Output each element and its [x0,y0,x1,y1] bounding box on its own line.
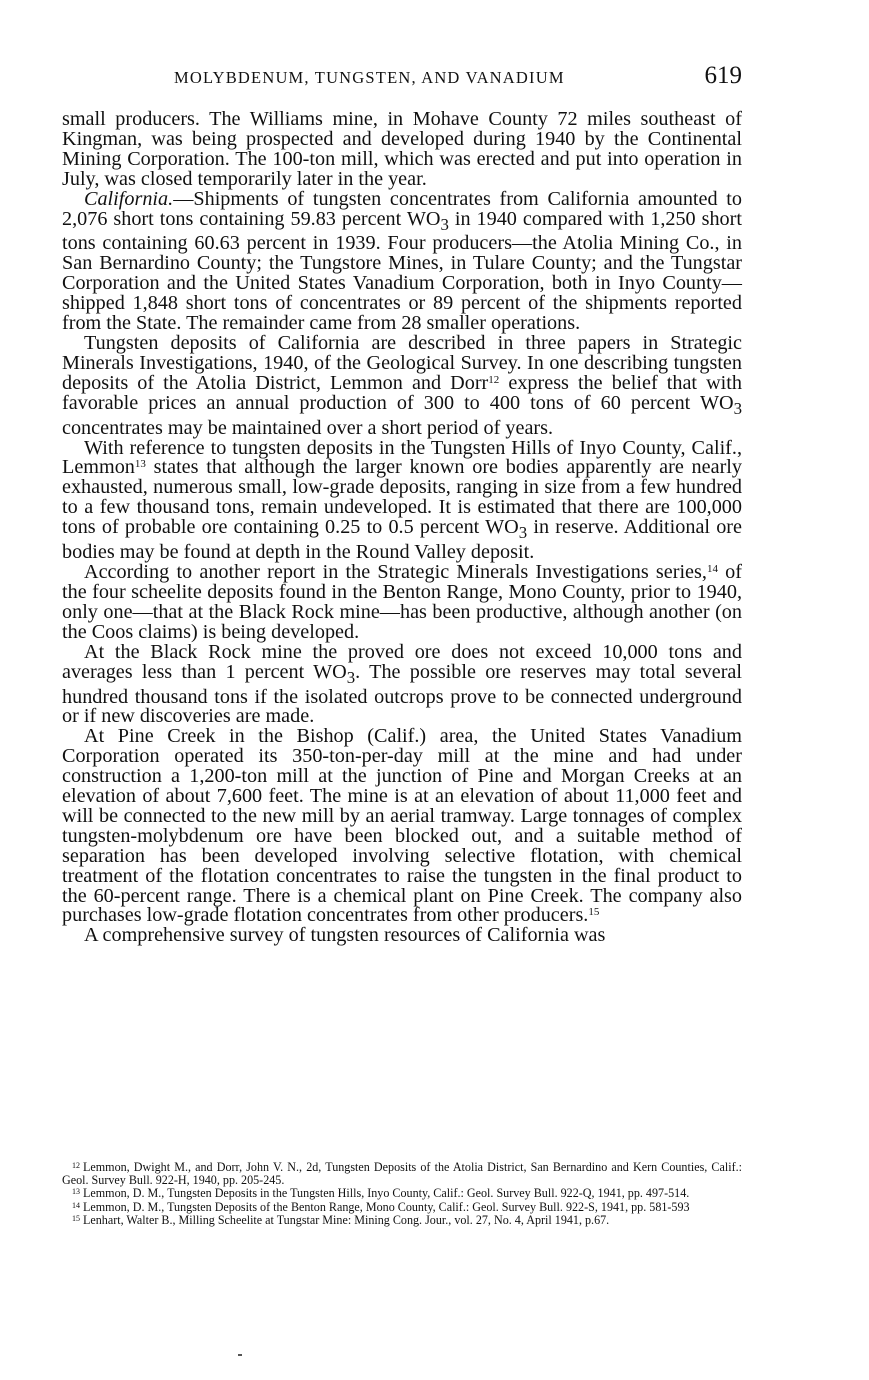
footnote-ref-13[interactable]: 13 [134,458,146,471]
paragraph-tungsten-hills: With reference to tungsten deposits in the Tungsten Hills of Inyo County, Calif., Lemmon$^{13}$ states that although the larger known ore bodies apparently are nearly exhausted, numerous small, low-grade deposits, ranging in size from a few hundred to a few thousand tons, remain undeveloped. It is estimated that there are 100,000 tons of probable ore containing 0.25 to 0.5 percent $WO_3$ in reserve. Additional ore bodies may be found at depth in the Round Valley deposit. [62,436,742,564]
section-run-in-heading: California. [84,187,174,210]
footnote-ref-14[interactable]: 14 [706,563,718,576]
footnote-ref-15[interactable]: 15 [588,906,600,919]
footnote: $^{14}$ Lemmon, D. M., Tungsten Deposits of the Benton Range, Mono County, Calif.: Geol. Survey Bull. 922-S, 1941, pp. 581-593 [72,1199,690,1214]
footnote-ref-12[interactable]: 12 [488,373,500,386]
footnote: $^{13}$ Lemmon, D. M., Tungsten Deposits in the Tungsten Hills, Inyo County, Calif.: Geol. Survey Bull. 922-Q, 1941, pp. 497-514. [72,1186,690,1201]
paragraph-california: California.—Shipments of tungsten concentrates from California amounted to 2,076 short tons containing 59.83 percent $WO_3$ in 1940 compared with 1,250 short tons containing 60.63 percent in 1939. Four producers—the Atolia Mining Co., in San Bernardino County; the Tungstore Mines, in Tulare County; and the Tungstar Corporation and the United States Vanadium Corporation, both in Inyo County—shipped 1,848 short tons of concentrates or 89 percent of the shipments reported from the State. The remainder came from 28 smaller operations. [62,187,742,335]
body-text [62,110,742,946]
footnote: $^{15}$ Lenhart, Walter B., Milling Scheelite at Tungstar Mine: Mining Cong. Jour., vol. 27, No. 4, April 1941, p.67. [72,1213,610,1228]
footnote: $^{12}$ Lemmon, Dwight M., and Dorr, John V. N., 2d, Tungsten Deposits of the Atolia District, San Bernardino and Kern Counties, Calif.: Geol. Survey Bull. 922-H, 1940, pp. 205-245. [62,1160,742,1187]
paragraph-survey: A comprehensive survey of tungsten resources of California was [84,924,606,947]
paragraph-continued: small producers. The Williams mine, in Mohave County 72 miles southeast of Kingman, was being prospected and developed during 1940 by the Continental Mining Corporation. The 100-ton mill, which was erected and put into operation in July, was closed temporarily later in the year. [62,108,742,190]
paragraph-atolia: Tungsten deposits of California are described in three papers in Strategic Minerals Investigations, 1940, of the Geological Survey. In one describing tungsten deposits of the Atolia District, Lemmon and Dorr$^{12}$ express the belief that with favorable prices an annual production of 300 to 400 tons of 60 percent $WO_3$ concentrates may be maintained over a short period of years. [62,332,742,439]
page-number: 619 [704,62,742,89]
scan-speck [238,1354,242,1356]
paragraph-benton-range: According to another report in the Strategic Minerals Investigations series,$^{14}$ of the four scheelite deposits found in the Benton Range, Mono County, prior to 1940, only one—that at the Black Rock mine—has been productive, although another (on the Coos claims) is being developed. [62,561,742,643]
paragraph-pine-creek: At Pine Creek in the Bishop (Calif.) area, the United States Vanadium Corporation operated its 350-ton-per-day mill at the mine and had under construction a 1,200-ton mill at the junction of Pine and Morgan Creeks at an elevation of about 7,600 feet. The mine is at an elevation of about 11,000 feet and will be connected to the new mill by an aerial tramway. Large tonnages of complex tungsten-molybdenum ore have been blocked out, and a suitable method of separation has been developed involving selective flotation, with chemical treatment of the flotation concentrates to raise the tungsten in the final product to the 60-percent range. There is a chemical plant on Pine Creek. The company also purchases low-grade flotation concentrates from other producers.$^{15}$ [62,725,742,927]
paragraph-black-rock: At the Black Rock mine the proved ore does not exceed 10,000 tons and averages less than 1 percent $WO_3$. The possible ore reserves may total several hundred thousand tons if the isolated outcrops prove to be connected underground or if new discoveries are made. [62,640,742,728]
running-title: MOLYBDENUM, TUNGSTEN, AND VANADIUM [174,68,565,87]
running-head [62,62,742,96]
footnotes [62,1160,742,1227]
